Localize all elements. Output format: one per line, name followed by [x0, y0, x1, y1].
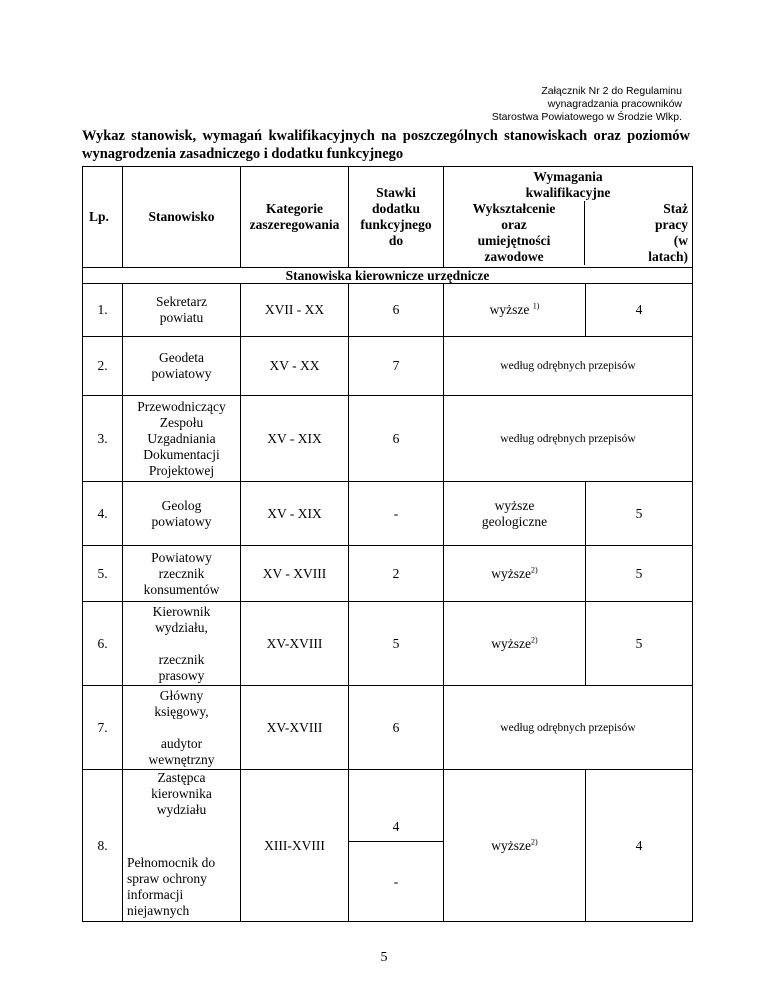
position-line: Dokumentacji	[143, 446, 220, 462]
cell-category: XV - XVIII	[241, 546, 349, 602]
cell-category: XV - XIX	[241, 482, 349, 546]
position-line: informacji	[127, 887, 184, 902]
col-header-seniority	[584, 201, 692, 265]
position-line: Główny	[159, 687, 204, 703]
cell-position	[123, 602, 241, 686]
table-row	[83, 284, 693, 337]
header-line: Wymagania	[533, 169, 603, 184]
cell-position	[123, 337, 241, 396]
position-line: wydziału,	[155, 619, 208, 635]
position-line: wydziału	[156, 802, 207, 817]
cell-education	[444, 770, 586, 922]
education-text: wyższe	[491, 837, 532, 853]
cell-position	[123, 482, 241, 546]
header-line: funkcyjnego	[360, 217, 432, 232]
cell-bonus: 5	[349, 602, 444, 686]
cell-seniority: 5	[586, 482, 693, 546]
position-line: powiatu	[159, 310, 204, 325]
education-text: wyższe	[491, 565, 532, 581]
position-line: Sekretarz	[156, 294, 207, 309]
position-line: Kierownik	[152, 603, 211, 619]
annex-line: wynagradzania pracowników	[547, 98, 682, 110]
positions-table	[82, 166, 693, 922]
position-line: wewnętrzny	[148, 751, 215, 767]
position-line	[125, 636, 238, 652]
cell-bonus: 6	[349, 284, 444, 337]
cell-bonus: -	[349, 842, 444, 922]
position-line: Pełnomocnik do	[127, 855, 216, 870]
education-text: wyższe	[489, 302, 530, 317]
cell-lp: 7.	[83, 686, 123, 770]
position-line: Przewodniczący	[137, 398, 226, 414]
education-line: wyższe	[494, 497, 535, 513]
cell-requirements-merged: według odrębnych przepisów	[444, 396, 693, 482]
cell-lp: 4.	[83, 482, 123, 546]
footnote-mark: 2)	[531, 635, 538, 644]
cell-category: XV - XIX	[241, 396, 349, 482]
cell-lp: 2.	[83, 337, 123, 396]
cell-seniority: 4	[586, 284, 693, 337]
cell-position	[123, 842, 241, 922]
position-line: rzecznik	[158, 651, 205, 667]
section-title: Stanowiska kierownicze urzędnicze	[83, 268, 693, 284]
position-line: rzecznik	[158, 565, 205, 581]
cell-lp: 6.	[83, 602, 123, 686]
cell-bonus: 6	[349, 396, 444, 482]
position-line: audytor	[160, 735, 203, 751]
cell-bonus: 6	[349, 686, 444, 770]
position-line: Zastępca	[157, 770, 206, 785]
position-line: Projektowej	[148, 462, 215, 478]
footnote-mark: 1)	[532, 301, 540, 311]
header-line: (w	[673, 233, 688, 248]
header-line: latach)	[648, 249, 688, 264]
cell-education	[444, 602, 586, 686]
cell-seniority: 5	[586, 602, 693, 686]
table-row	[83, 482, 693, 546]
position-line: księgowy,	[154, 703, 209, 719]
header-line: zaszeregowania	[249, 217, 340, 232]
cell-education	[444, 284, 586, 337]
header-line: kwalifikacyjne	[525, 185, 611, 200]
footnote-mark: 2)	[531, 565, 538, 574]
cell-requirements-merged: według odrębnych przepisów	[444, 337, 693, 396]
cell-category: XV - XX	[241, 337, 349, 396]
cell-category: XV-XVIII	[241, 602, 349, 686]
education-line: geologiczne	[481, 513, 548, 529]
cell-position	[123, 686, 241, 770]
requirements-subheaders	[444, 201, 692, 265]
cell-seniority: 4	[586, 770, 693, 922]
header-line: oraz	[501, 217, 527, 232]
position-line: konsumentów	[143, 581, 220, 597]
cell-bonus: 2	[349, 546, 444, 602]
cell-position	[123, 284, 241, 337]
header-line: Kategorie	[266, 201, 323, 216]
position-line: spraw ochrony	[127, 871, 207, 886]
header-row	[83, 167, 693, 268]
cell-bonus: -	[349, 482, 444, 546]
position-line: Uzgadniania	[147, 430, 216, 446]
header-line: umiejętności	[477, 233, 551, 248]
col-header-requirements	[444, 167, 693, 268]
col-header-lp: Lp.	[83, 167, 123, 268]
cell-bonus: 7	[349, 337, 444, 396]
cell-education	[444, 482, 586, 546]
cell-lp: 5.	[83, 546, 123, 602]
position-line: Powiatowy	[151, 549, 212, 565]
header-line: pracy	[655, 217, 688, 232]
annex-line: Starostwa Powiatowego w Środzie Wlkp.	[491, 111, 682, 123]
footnote-mark: 2)	[531, 837, 538, 846]
document-title: Wykaz stanowisk, wymagań kwalifikacyjnych na poszczególnych stanowiskach oraz poziomów wynagrodzenia zasadniczego i dodatku funkcyjnego	[82, 128, 690, 162]
col-header-bonus	[349, 167, 444, 268]
header-line: Stawki	[376, 185, 416, 200]
cell-position	[123, 546, 241, 602]
position-line: Geodeta	[159, 350, 204, 365]
education-text: wyższe	[491, 635, 532, 651]
col-header-position: Stanowisko	[123, 167, 241, 268]
table-row	[83, 396, 693, 482]
position-line	[125, 720, 238, 736]
table-row	[83, 337, 693, 396]
cell-category: XV-XVIII	[241, 686, 349, 770]
header-line: Wykształcenie	[472, 201, 556, 216]
header-line: dodatku	[371, 201, 421, 216]
table-row	[83, 770, 693, 842]
position-line: Geolog	[161, 497, 202, 513]
cell-lp: 1.	[83, 284, 123, 337]
annex-note	[322, 85, 682, 124]
cell-education	[444, 546, 586, 602]
table-row	[83, 602, 693, 686]
cell-category: XIII-XVIII	[241, 770, 349, 922]
position-line: powiatowy	[151, 513, 212, 529]
header-line: zawodowe	[484, 249, 544, 264]
page-number: 5	[380, 950, 388, 965]
cell-seniority: 5	[586, 546, 693, 602]
col-header-category	[241, 167, 349, 268]
cell-lp: 3.	[83, 396, 123, 482]
cell-category: XVII - XX	[241, 284, 349, 337]
cell-bonus: 4	[349, 770, 444, 842]
position-line: Zespołu	[159, 414, 204, 430]
annex-line: Załącznik Nr 2 do Regulaminu	[541, 85, 682, 97]
header-line: do	[388, 233, 404, 248]
section-row	[83, 268, 693, 284]
table-row	[83, 546, 693, 602]
position-line: prasowy	[158, 667, 205, 683]
position-line: kierownika	[151, 786, 212, 801]
col-header-education	[444, 201, 584, 265]
position-line: niejawnych	[127, 903, 190, 918]
position-line: powiatowy	[151, 366, 212, 381]
header-line: Staż	[663, 201, 688, 216]
cell-position	[123, 396, 241, 482]
cell-lp: 8.	[83, 770, 123, 922]
cell-position	[123, 770, 241, 842]
cell-requirements-merged: według odrębnych przepisów	[444, 686, 693, 770]
table-row	[83, 686, 693, 770]
